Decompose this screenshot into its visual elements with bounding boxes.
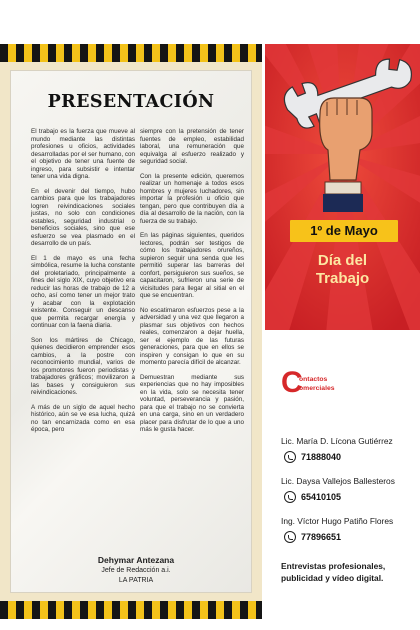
contact-name: Ing. Víctor Hugo Patiño Flores: [281, 516, 394, 526]
sunburst-background: [265, 44, 420, 330]
article-title: PRESENTACIÓN: [47, 92, 215, 112]
contact-phone[interactable]: [284, 491, 341, 503]
contact-phone[interactable]: [284, 531, 341, 543]
phone-number: 65410105: [301, 492, 342, 502]
paragraph: El trabajo es la fuerza que mueve al mundo mediante las distintas profesiones u oficios, actividades desarrolladas por el ser humano, con el objetivo de tener una fuente de ingreso, para subsistir e intentar tener una vida digna.: [31, 128, 135, 180]
whatsapp-icon: [284, 531, 296, 543]
paragraph: En el devenir del tiempo, hubo cambios para que los trabajadores logren reivindicaciones sociales justas, no solo con condiciones estables, seguridad industrial o beneficios sociales, sino que ese esfuerzo se vea plasmado en el desarrollo de un país.: [31, 187, 135, 247]
paragraph: No escatimaron esfuerzos pese a la adversidad y una vez que llegaron a plasmar sus objetivos con hechos reales, comenzaron a dejar huella, ser el ejemplo de las futuras generaciones, para que en ellos se inspiren y consigan lo que en su momento parecía difícil de alcanzar.: [140, 306, 244, 366]
author-name: Dehymar Antezana: [97, 555, 175, 565]
contacts-heading-line-1: ontactos: [299, 376, 328, 383]
contacts-heading: [299, 376, 359, 393]
whatsapp-icon: [284, 491, 296, 503]
paragraph: siempre con la pretensión de tener fuentes de empleo, estabilidad laboral, una remuneración que equivalga al esfuerzo realizado y seguridad social.: [140, 128, 244, 165]
paragraph: A más de un siglo de aquel hecho histórico, aún se ve esa lucha, quizá no tan encarnizada como en esa época, pero: [31, 403, 135, 433]
newspaper-name: LA PATRIA: [118, 577, 154, 584]
contact-phone[interactable]: [284, 451, 341, 463]
paragraph: Demuestran mediante sus experiencias que no hay imposibles en la vida, solo se necesita tener voluntad, perseverancia y pasión, para que el trabajo no se convierta en una carga, sino en un verdadero placer para disfrutar de lo que a uno más le gusta hacer.: [140, 373, 244, 433]
hazard-stripes-top: [0, 44, 262, 62]
author-role: Jefe de Redacción a.i.: [101, 567, 171, 574]
phone-number: 71888040: [301, 452, 342, 462]
article-column-2: [140, 128, 244, 441]
paragraph: En las páginas siguientes, queridos lectores, podrán ser testigos de cómo los trabajadores orureños, supieron seguir una senda que les permitió superar las barreras del confort, persiguieron sus sueños, se capacitaron, sufrieron una serie de vicisitudes para llegar al sitial en el que se encuentran.: [140, 232, 244, 299]
phone-number: 77896651: [301, 532, 342, 542]
poster-title-line-1: Día del: [317, 252, 368, 269]
paragraph: Son los mártires de Chicago, quienes decidieron emprender esos cambios, a la postre con reconocimiento mundial, varios de los promotores fueron periodistas y trabajadores gráficos; movilizaron a las bases y consiguieron sus reivindicaciones.: [31, 336, 135, 396]
paragraph: El 1 de mayo es una fecha simbólica, resume la lucha constante del proletariado, principalmente a fines del siglo XIX, cuyo objetivo era reducir las horas de trabajo de 12 a ocho, así como tener un mejor trato y acabar con la explotación existente. Conseguir un descanso que permita recargar energía y continuar con la faena diaria.: [31, 254, 135, 329]
signature-block: [31, 555, 241, 586]
services-tagline: Entrevistas profesionales, publicidad y vídeo digital.: [281, 561, 386, 583]
poster-title-line-2: Trabajo: [315, 270, 370, 287]
whatsapp-icon: [284, 451, 296, 463]
contacts-heading-line-2: omerciales: [299, 384, 335, 392]
contacts-initial: C: [281, 366, 303, 399]
paragraph: Con la presente edición, queremos realizar un homenaje a todos esos hombres y mujeres luchadores, sin importar la profesión u oficio que tengan, pero que contribuyen día a día al desarrollo de la nación, con la fuerza de su trabajo.: [140, 172, 244, 225]
labour-day-poster: [265, 44, 420, 330]
contact-name: Lic. Daysa Vallejos Ballesteros: [281, 476, 395, 486]
contact-name: Lic. María D. Lícona Gutiérrez: [281, 436, 393, 446]
date-badge: 1º de Mayo: [290, 220, 398, 242]
article-column-1: [31, 128, 135, 441]
hazard-stripes-bottom: [0, 601, 262, 619]
